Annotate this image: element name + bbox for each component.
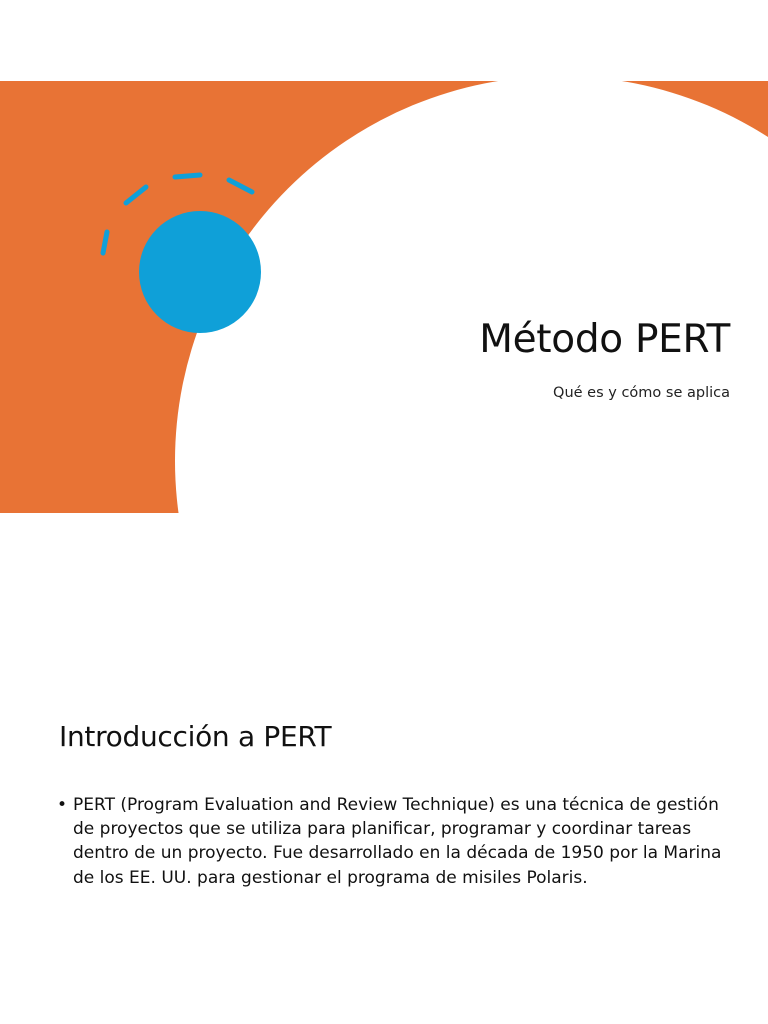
blue-circle xyxy=(139,211,261,333)
dashed-arc-segment xyxy=(175,175,200,177)
bullet-list xyxy=(57,793,722,890)
title-slide-artwork xyxy=(0,81,768,513)
bullet-marker: • xyxy=(57,795,68,815)
bullet-item xyxy=(57,793,722,890)
slide-subtitle: Qué es y cómo se aplica xyxy=(553,385,730,401)
content-slide xyxy=(0,597,768,1024)
slide-title: Método PERT xyxy=(479,317,730,362)
section-heading: Introducción a PERT xyxy=(59,720,332,753)
bullet-text: PERT (Program Evaluation and Review Technique) es una técnica de gestión de proyectos que se utiliza para planificar, programar y coordinar tareas dentro de un proyecto. Fue desarrollado en la década de 1950 por la Marina de los EE. UU. para gestionar el programa de misiles Polaris. xyxy=(73,795,722,888)
title-slide xyxy=(0,81,768,513)
